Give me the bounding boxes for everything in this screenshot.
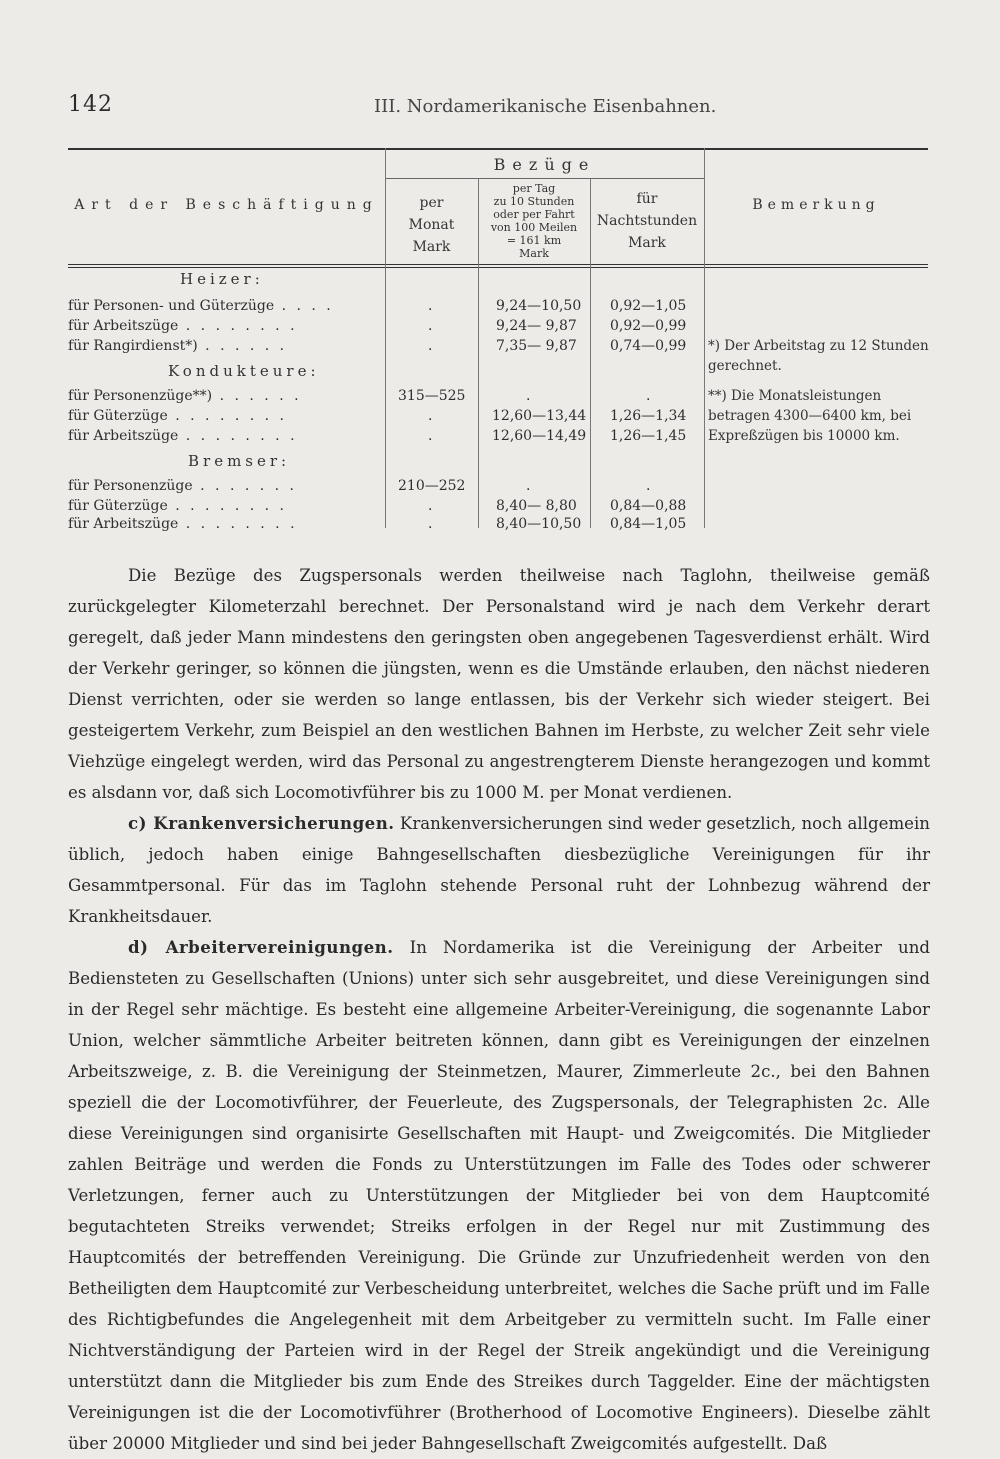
paragraph-text: Krankenversicherungen sind weder gesetzlich, noch allgemein üblich, jedoch haben einige Bahngesellschaften diesbezügliche Vereinigungen für ihr Gesammtpersonal. Für das im Taglohn stehende Personal ruht der Lohnbezug während der Krankheitsdauer. bbox=[68, 814, 930, 926]
cell-nacht: 1,26—1,34 bbox=[610, 408, 687, 424]
cell-monat: 210—252 bbox=[398, 478, 466, 494]
paragraph-zugspersonal: Die Bezüge des Zugspersonals werden theilweise nach Taglohn, theilweise gemäß zurückgelegter Kilometerzahl berechnet. Der Personalstand wird je nach dem Verkehr derart geregelt, daß jeder Mann mindestens den geringsten oben angegebenen Tagesverdienst erhält. Wird der Verkehr geringer, so können die jüngsten, wenn es die Umstände erlauben, den nächst niederen Dienst verrichten, oder sie werden so lange entlassen, bis der Verkehr sich wieder steigert. Bei gesteigertem Verkehr, zum Beispiel an den westlichen Bahnen im Herbste, zu welcher Zeit sehr viele Viehzüge eingelegt werden, wird das Personal zu angestrengterem Dienste herangezogen und kommt es alsdann vor, daß sich Locomotivführer bis zu 1000 M. per Monat verdienen. bbox=[68, 566, 930, 802]
wage-table bbox=[68, 148, 929, 532]
table-header-rule-2 bbox=[68, 267, 928, 268]
header-art: Art der Beschäftigung bbox=[74, 197, 379, 213]
paragraph-krankenversicherungen bbox=[68, 808, 930, 932]
row-label: für Rangirdienst*) . . . . . . bbox=[68, 338, 288, 354]
cell-tag: 8,40—10,50 bbox=[496, 516, 582, 532]
cell-tag: 8,40— 8,80 bbox=[496, 498, 577, 514]
subhead-krankenversicherungen: c) Krankenversicherungen. bbox=[128, 813, 395, 833]
table-top-rule bbox=[68, 148, 928, 150]
cell-tag: . bbox=[526, 388, 531, 404]
cell-monat: 315—525 bbox=[398, 388, 466, 404]
cell-monat: . bbox=[428, 516, 433, 532]
header-nacht-line: Nachtstunden bbox=[596, 213, 698, 229]
cell-tag: 12,60—14,49 bbox=[492, 428, 587, 444]
cell-nacht: 0,92—0,99 bbox=[610, 318, 687, 334]
row-label-text: für Arbeitszüge bbox=[68, 318, 179, 334]
bezuege-rule bbox=[385, 178, 704, 179]
header-bemerkung: Bemerkung bbox=[752, 197, 880, 213]
header-tag-line: von 100 Meilen bbox=[490, 221, 578, 234]
cell-nacht: 0,92—1,05 bbox=[610, 298, 687, 314]
section-bremser: Bremser: bbox=[188, 452, 291, 470]
header-tag-line: Mark bbox=[519, 247, 549, 260]
cell-nacht: . bbox=[646, 388, 651, 404]
row-label: für Güterzüge . . . . . . . . bbox=[68, 408, 287, 424]
running-title: III. Nordamerikanische Eisenbahnen. bbox=[374, 96, 717, 117]
cell-monat: . bbox=[428, 298, 433, 314]
cell-tag: 7,35— 9,87 bbox=[496, 338, 577, 354]
header-tag bbox=[478, 182, 590, 260]
paragraph-arbeitervereinigungen bbox=[68, 932, 930, 1459]
cell-tag: . bbox=[526, 478, 531, 494]
cell-monat: . bbox=[428, 408, 433, 424]
paragraph-text: In Nordamerika ist die Vereinigung der Arbeiter und Bediensteten zu Gesellschaften (Unions) unter sich sehr ausgebreitet, und diese Vereinigungen sind in der Regel sehr mächtige. Es besteht eine allgemeine Arbeiter-Vereinigung, die sogenannte Labor Union, welcher sämmtliche Arbeiter beitreten können, dann gibt es Vereinigungen der einzelnen Arbeitszweige, z. B. die Vereinigung der Steinmetzen, Maurer, Zimmerleute 2c., bei den Bahnen speziell die der Locomotivführer, der Feuerleute, des Zugspersonals, der Telegraphisten 2c. Alle diese Vereinigungen sind organisirte Gesellschaften mit Haupt- und Zweigcomités. Die Mitglieder zahlen Beiträge und werden die Fonds zu Unterstützungen im Falle des Todes oder schwerer Verletzungen, ferner auch zu Unterstützungen der Mitglieder bei von dem Hauptcomité begutachteten Streiks verwendet; Streiks erfolgen in der Regel nur mit Zustimmung des Hauptcomités der betreffenden Vereinigung. Die Gründe zur Unzufriedenheit werden von den Betheiligten dem Hauptcomité zur Verbescheidung unterbreitet, welches die Sache prüft und im Falle des Richtigbefundes die Angelegenheit mit dem Arbeitgeber zu vermitteln sucht. Im Falle einer Nichtverständigung der Parteien wird in der Regel der Streik angekündigt und die Vereinigung unterstützt dann die Mitglieder bis zum Ende des Streikes durch Taggelder. Eine der mächtigsten Vereinigungen ist die der Locomotivführer (Brotherhood of Locomotive Engineers). Dieselbe zählt über 20000 Mitglieder und sind bei jeder Bahngesellschaft Zweigcomités aufgestellt. Daß bbox=[68, 938, 931, 1453]
header-monat bbox=[385, 192, 478, 258]
cell-monat: . bbox=[428, 428, 433, 444]
header-nacht-line: für bbox=[636, 191, 658, 207]
section-kondukteure: Kondukteure: bbox=[168, 362, 320, 380]
row-label-text: für Rangirdienst*) bbox=[68, 338, 198, 354]
table-header-rule bbox=[68, 264, 928, 265]
header-tag-line: per Tag bbox=[512, 182, 556, 195]
remark-footnote-2: **) Die Monatsleistungen betragen 4300—6400 km, bei Expreßzügen bis 10000 km. bbox=[708, 388, 912, 444]
row-label-text: für Güterzüge bbox=[68, 498, 168, 514]
cell-monat: . bbox=[428, 498, 433, 514]
cell-tag: 9,24—10,50 bbox=[496, 298, 582, 314]
row-label-text: für Personen- und Güterzüge bbox=[68, 298, 275, 314]
cell-nacht: 0,84—1,05 bbox=[610, 516, 687, 532]
header-monat-line: per bbox=[419, 195, 444, 211]
row-label: für Arbeitszüge . . . . . . . . bbox=[68, 428, 298, 444]
cell-monat: . bbox=[428, 338, 433, 354]
header-nacht-line: Mark bbox=[628, 235, 666, 251]
cell-monat: . bbox=[428, 318, 433, 334]
cell-nacht: 1,26—1,45 bbox=[610, 428, 687, 444]
row-label-text: für Arbeitszüge bbox=[68, 516, 179, 532]
cell-nacht: . bbox=[646, 478, 651, 494]
row-label-text: für Personenzüge bbox=[68, 478, 193, 494]
row-label: für Personenzüge . . . . . . . bbox=[68, 478, 297, 494]
header-monat-line: Monat bbox=[408, 217, 455, 233]
header-tag-line: oder per Fahrt bbox=[493, 208, 575, 221]
row-label: für Arbeitszüge . . . . . . . . bbox=[68, 516, 298, 532]
section-heizer: Heizer: bbox=[180, 270, 264, 288]
header-tag-line: = 161 km bbox=[506, 234, 562, 247]
cell-tag: 12,60—13,44 bbox=[492, 408, 587, 424]
cell-tag: 9,24— 9,87 bbox=[496, 318, 577, 334]
header-bezuege: Bezüge bbox=[493, 155, 596, 174]
row-label: für Personen- und Güterzüge . . . . bbox=[68, 298, 334, 314]
row-label: für Personenzüge**) . . . . . . bbox=[68, 388, 302, 404]
row-label-text: für Arbeitszüge bbox=[68, 428, 179, 444]
cell-nacht: 0,74—0,99 bbox=[610, 338, 687, 354]
body-text bbox=[68, 560, 930, 1459]
header-nacht bbox=[590, 188, 704, 254]
remark-footnote-1: *) Der Arbeitstag zu 12 Stunden gerechnet. bbox=[708, 338, 929, 374]
row-label: für Güterzüge . . . . . . . . bbox=[68, 498, 287, 514]
header-tag-line: zu 10 Stunden bbox=[493, 195, 575, 208]
page-number: 142 bbox=[68, 92, 113, 117]
page-header bbox=[68, 92, 928, 122]
cell-nacht: 0,84—0,88 bbox=[610, 498, 687, 514]
header-monat-line: Mark bbox=[412, 239, 451, 255]
row-label-text: für Güterzüge bbox=[68, 408, 168, 424]
row-label-text: für Personenzüge**) bbox=[68, 388, 213, 404]
subhead-arbeitervereinigungen: d) Arbeitervereinigungen. bbox=[128, 937, 394, 957]
row-label: für Arbeitszüge . . . . . . . . bbox=[68, 318, 298, 334]
